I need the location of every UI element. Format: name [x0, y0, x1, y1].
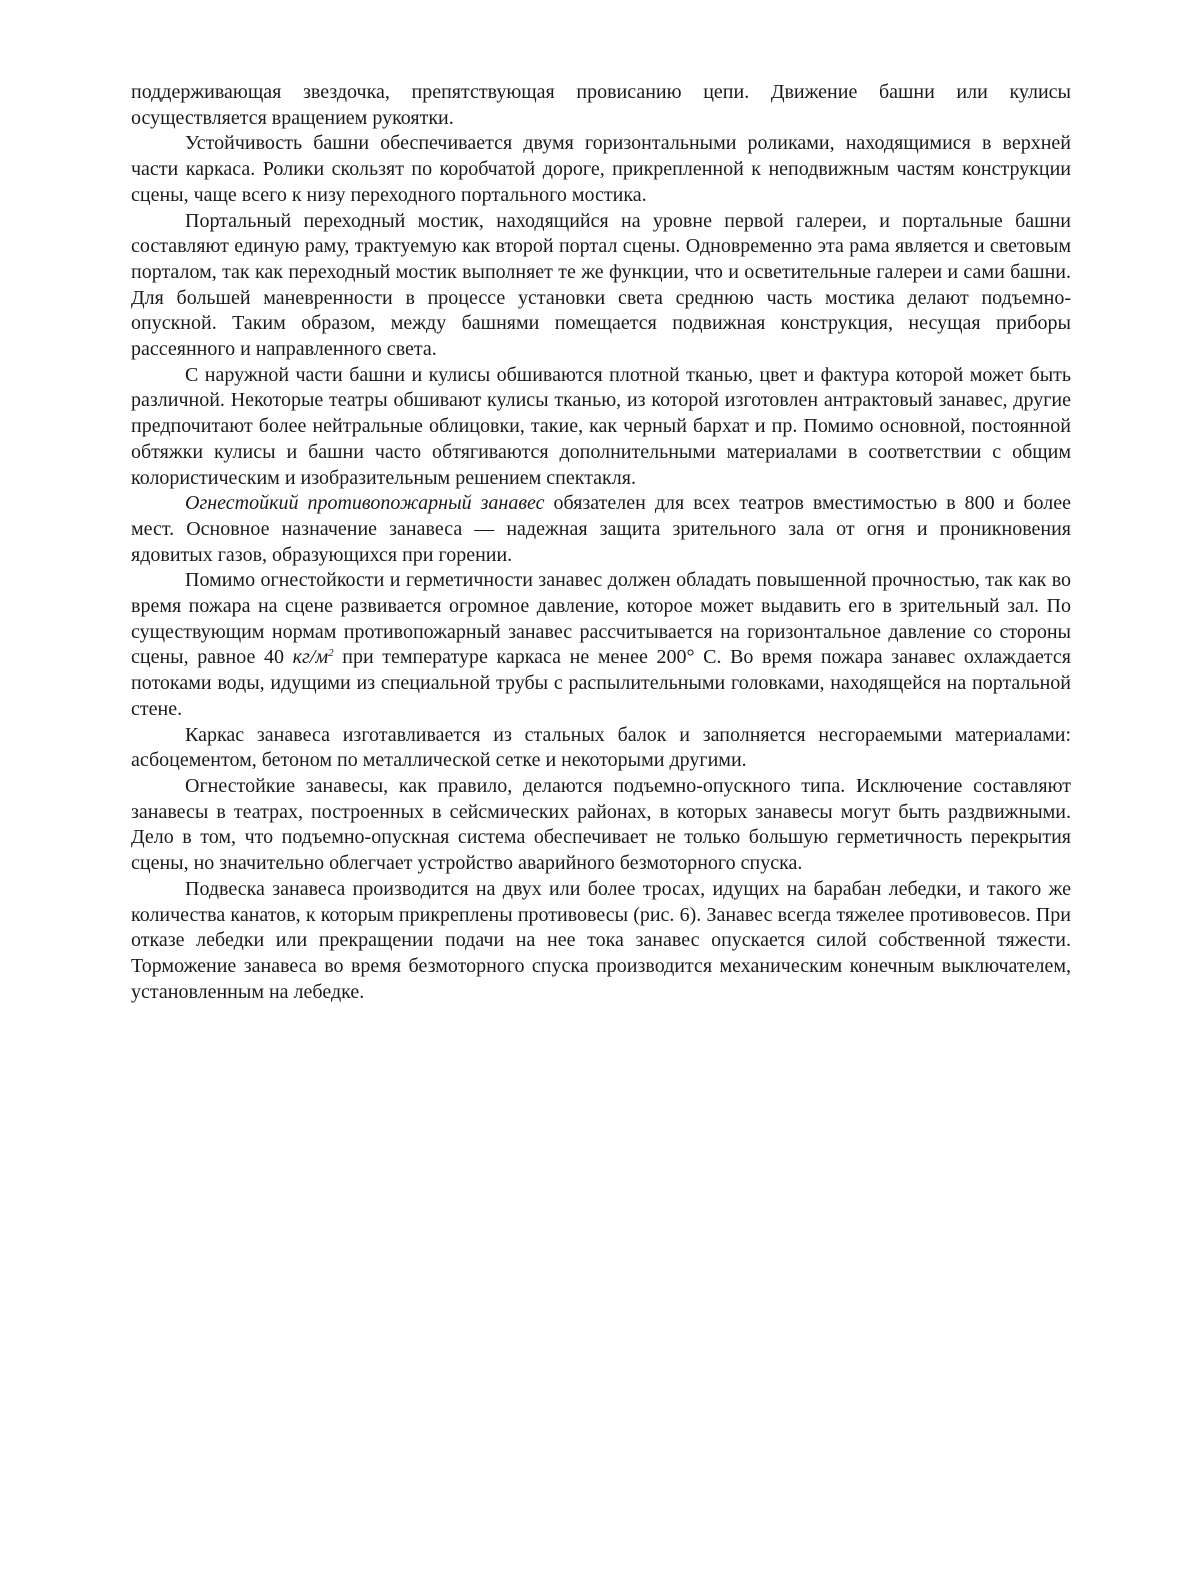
italic-term-fire-curtain: Огнестойкий противопожарный занавес: [185, 492, 545, 515]
paragraph-5-text: обязателен для всех театров вместимостью в 800 и более мест. Основное назначение занавеса — надежная защита зрительного зала от огня и проникновения ядовитых газов, образующихся при горении.: [131, 492, 1071, 566]
paragraph-5: [131, 491, 1071, 568]
paragraph-7: Каркас занавеса изготавливается из стальных балок и заполняется несгораемыми материалами: асбоцементом, бетоном по металлической сетке и некоторыми другими.: [131, 723, 1071, 772]
paragraph-9: Подвеска занавеса производится на двух или более тросах, идущих на барабан лебедки, и такого же количества канатов, к которым прикреплены противовесы (рис. 6). Занавес всегда тяжелее противовесов. При отказе лебедки или прекращении подачи на нее тока занавес опускается силой собственной тяжести. Торможение занавеса во время безмоторного спуска производится механическим конечным выключателем, установленным на лебедке.: [131, 877, 1071, 1003]
paragraph-6-text-after: при температуре каркаса не менее 200° С. Во время пожара занавес охлаждается потоками воды, идущими из специальной трубы с распылительными головками, находящейся на портальной стене.: [131, 646, 1071, 720]
paragraph-6: [131, 568, 1071, 722]
pressure-unit: [293, 646, 334, 668]
paragraph-8: Огнестойкие занавесы, как правило, делаются подъемно-опускного типа. Исключение составляют занавесы в театрах, построенных в сейсмических районах, в которых занавесы могут быть раздвижными. Дело в том, что подъемно-опускная система обеспечивает не только большую герметичность перекрытия сцены, но значительно облегчает устройство аварийного безмоторного спуска.: [131, 774, 1071, 875]
paragraph-4: С наружной части башни и кулисы обшиваются плотной тканью, цвет и фактура которой может быть различной. Некоторые театры обшивают кулисы тканью, из которой изготовлен антрактовый занавес, другие предпочитают более нейтральные облицовки, такие, как черный бархат и пр. Помимо основной, постоянной обтяжки кулисы и башни часто обтягиваются дополнительными материалами в соответствии с общим колористическим и изобразительным решением спектакля.: [131, 363, 1071, 489]
document-page: [131, 80, 1071, 1005]
paragraph-6-text-before: Помимо огнестойкости и герметичности занавес должен обладать повышенной прочностью, так как во время пожара на сцене развивается огромное давление, которое может выдавить его в зрительный зал. По существующим нормам противопожарный занавес рассчитывается на горизонтальное давление со стороны сцены, равное 40: [131, 569, 1071, 669]
paragraph-1: поддерживающая звездочка, препятствующая провисанию цепи. Движение башни или кулисы осуществляется вращением рукоятки.: [131, 81, 1071, 129]
pressure-unit-base: кг/м: [292, 646, 329, 669]
paragraph-2: Устойчивость башни обеспечивается двумя горизонтальными роликами, находящимися в верхней части каркаса. Ролики скользят по коробчатой дороге, прикрепленной к неподвижным частям конструкции сцены, чаще всего к низу переходного портального мостика.: [131, 132, 1071, 206]
pressure-unit-exponent: 2: [328, 647, 334, 660]
paragraph-3: Портальный переходный мостик, находящийся на уровне первой галереи, и портальные башни составляют единую раму, трактуемую как второй портал сцены. Одновременно эта рама является и световым порталом, так как переходный мостик выполняет те же функции, что и осветительные галереи и сами башни. Для большей маневренности в процессе установки света среднюю часть мостика делают подъемно-опускной. Таким образом, между башнями помещается подвижная конструкция, несущая приборы рассеянного и направленного света.: [131, 209, 1071, 361]
